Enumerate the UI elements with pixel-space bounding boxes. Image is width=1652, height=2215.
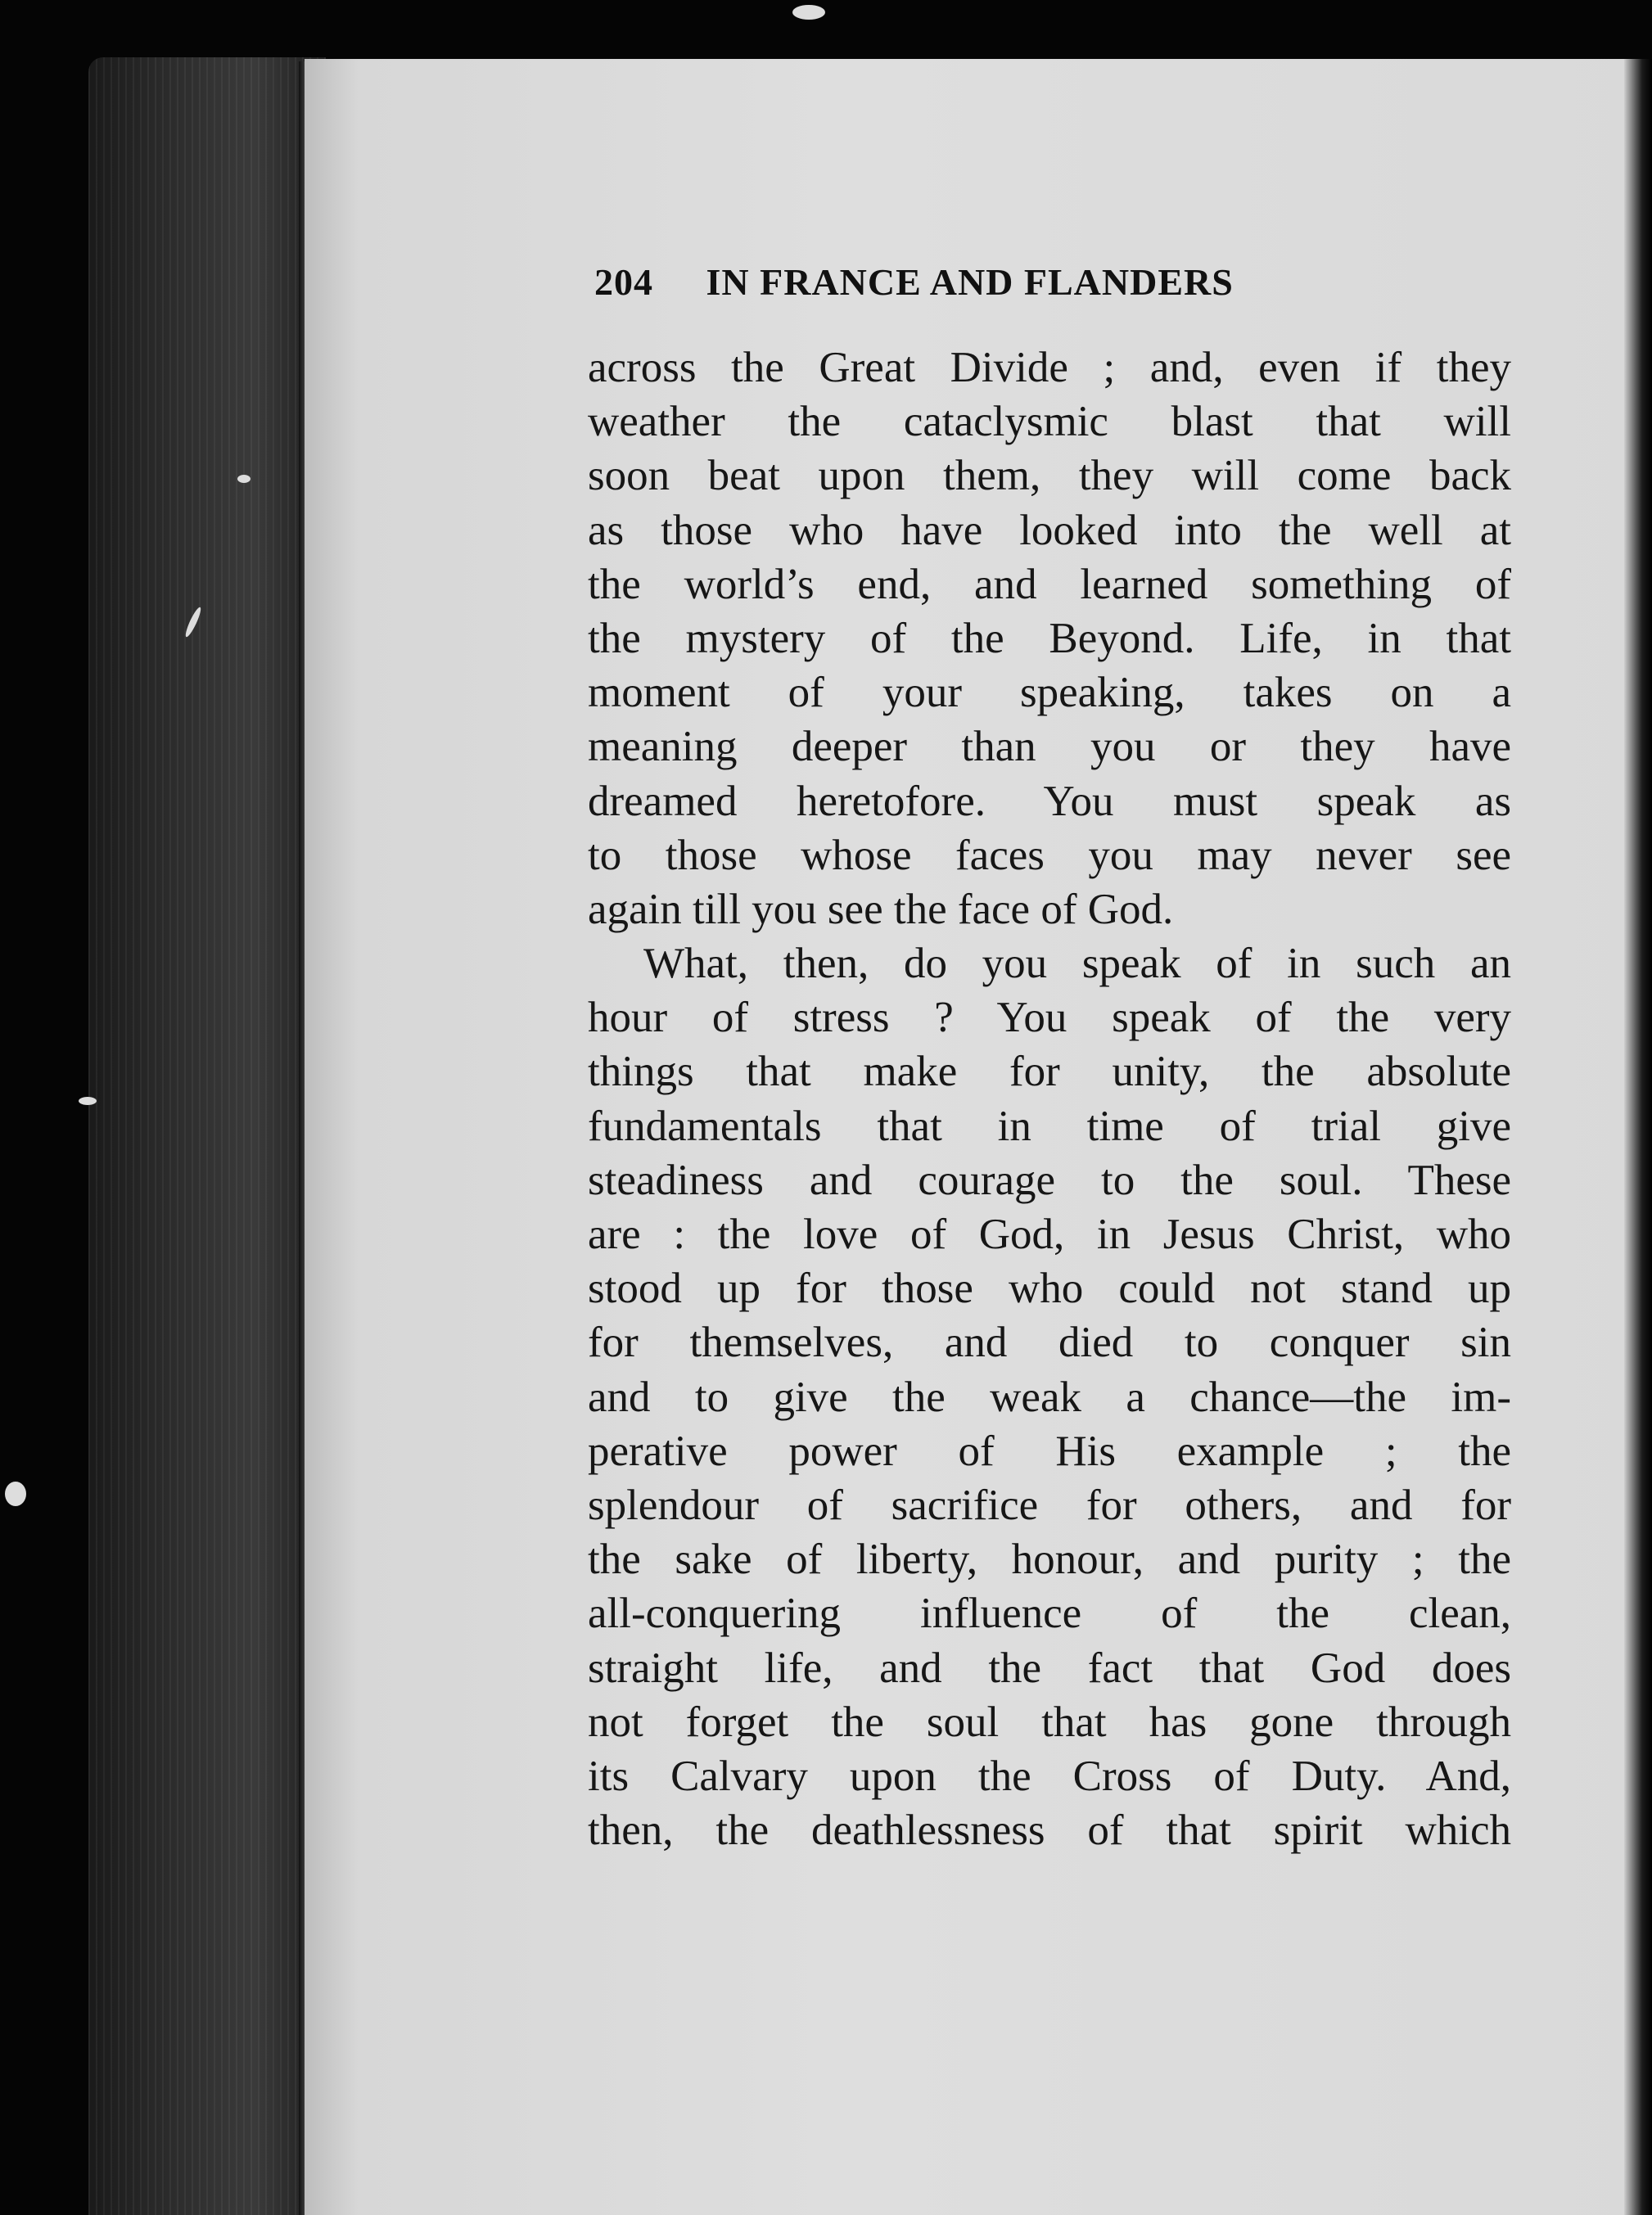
text-line: the sake of liberty, honour, and purity ; the — [588, 1536, 1511, 1584]
dust-speck — [5, 1482, 26, 1506]
text-line: then, the deathlessness of that spirit which — [588, 1807, 1511, 1855]
text-line: weather the cataclysmic blast that will — [588, 398, 1511, 446]
text-line: moment of your speaking, takes on a — [588, 669, 1511, 717]
text-line: hour of stress ? You speak of the very — [588, 994, 1511, 1042]
text-line: to those whose faces you may never see — [588, 831, 1511, 879]
page-right-shadow — [1624, 59, 1652, 2215]
text-line: the world’s end, and learned something of — [588, 560, 1511, 608]
text-line: the mystery of the Beyond. Life, in that — [588, 614, 1511, 662]
text-line: and to give the weak a chance—the im- — [588, 1373, 1511, 1421]
running-head: IN FRANCE AND FLANDERS — [706, 261, 1234, 303]
text-line: all-conquering influence of the clean, — [588, 1590, 1511, 1638]
text-line: its Calvary upon the Cross of Duty. And, — [588, 1752, 1511, 1800]
dust-speck — [237, 475, 251, 483]
text-line: splendour of sacrifice for others, and for — [588, 1481, 1511, 1529]
dust-speck — [792, 5, 825, 20]
text-line: dreamed heretofore. You must speak as — [588, 777, 1511, 825]
page-number: 204 — [594, 261, 653, 303]
book-spine — [88, 57, 326, 2215]
text-line: are : the love of God, in Jesus Christ, who — [588, 1211, 1511, 1258]
text-line: not forget the soul that has gone through — [588, 1698, 1511, 1746]
paragraph-start-line: What, then, do you speak of in such an — [643, 940, 1511, 988]
text-line: fundamentals that in time of trial give — [588, 1102, 1511, 1150]
text-line: across the Great Divide ; and, even if they — [588, 344, 1511, 391]
body-text — [588, 341, 1511, 1857]
text-line: again till you see the face of God. — [588, 885, 1174, 933]
dust-speck — [79, 1097, 97, 1105]
text-line: for themselves, and died to conquer sin — [588, 1319, 1511, 1367]
text-line: steadiness and courage to the soul. These — [588, 1156, 1511, 1204]
text-line: meaning deeper than you or they have — [588, 723, 1511, 771]
text-line: perative power of His example ; the — [588, 1427, 1511, 1475]
text-line: as those who have looked into the well at — [588, 506, 1511, 554]
text-line: things that make for unity, the absolute — [588, 1048, 1511, 1096]
page-header — [594, 260, 1397, 309]
text-line: straight life, and the fact that God does — [588, 1644, 1511, 1692]
text-line: stood up for those who could not stand up — [588, 1265, 1511, 1313]
text-line: soon beat upon them, they will come back — [588, 452, 1511, 500]
